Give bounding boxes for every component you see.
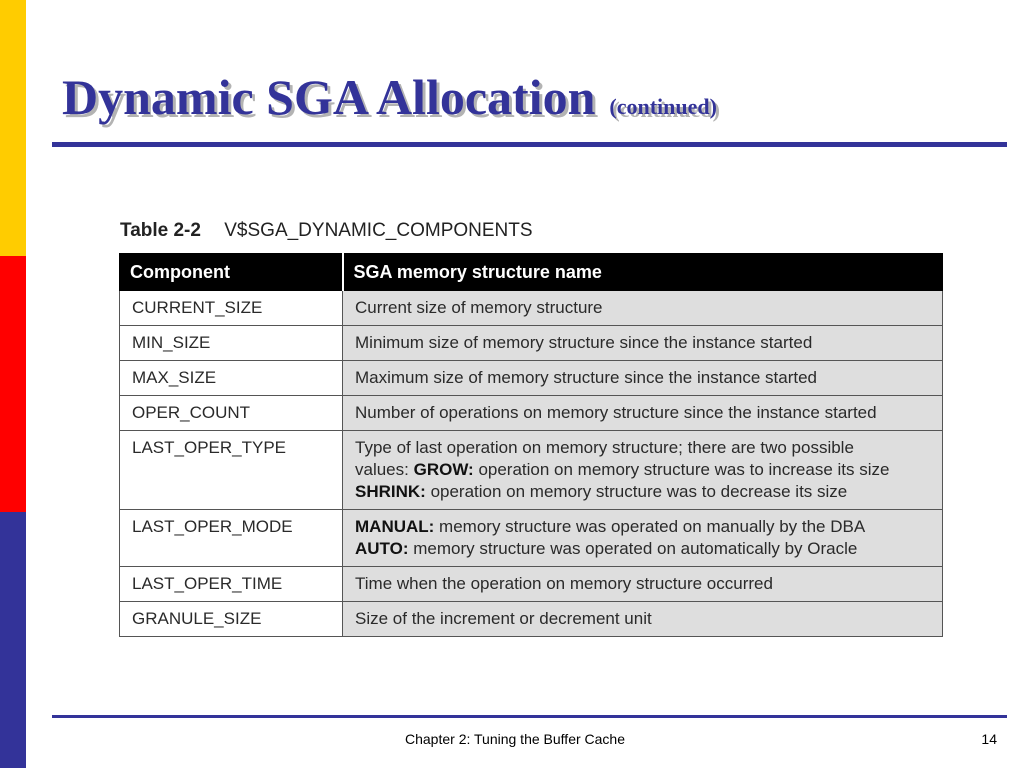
footer-divider (52, 715, 1007, 718)
footer-chapter-text: Chapter 2: Tuning the Buffer Cache (405, 731, 625, 747)
description-text: Type of last operation on memory structure; there are two possible (355, 438, 854, 457)
table-row (120, 510, 943, 567)
keyword-text: GROW: (413, 460, 474, 479)
component-cell: MIN_SIZE (120, 326, 343, 361)
table-row (120, 361, 943, 396)
table-header-row (120, 254, 943, 291)
keyword-text: MANUAL: (355, 517, 435, 536)
description-line (355, 459, 932, 481)
description-line (355, 437, 932, 459)
table-row (120, 396, 943, 431)
components-table (119, 253, 943, 637)
table-row (120, 602, 943, 637)
header-structure-name: SGA memory structure name (343, 254, 943, 291)
table-caption (120, 220, 533, 242)
table-row (120, 326, 943, 361)
sidebar-stripe-blue (0, 512, 26, 768)
table-caption-title: V$SGA_DYNAMIC_COMPONENTS (224, 220, 533, 241)
sidebar-stripe-yellow (0, 0, 26, 256)
table-body (120, 291, 943, 637)
component-cell: LAST_OPER_TIME (120, 567, 343, 602)
component-cell: OPER_COUNT (120, 396, 343, 431)
description-text: Time when the operation on memory structure occurred (355, 574, 773, 593)
description-line (355, 538, 932, 560)
page-number: 14 (981, 731, 997, 747)
description-line (355, 481, 932, 503)
description-text: Maximum size of memory structure since the instance started (355, 368, 817, 387)
component-cell: GRANULE_SIZE (120, 602, 343, 637)
slide-title (62, 69, 717, 125)
description-cell (343, 602, 943, 637)
description-text: Minimum size of memory structure since the instance started (355, 333, 813, 352)
description-text: operation on memory structure was to increase its size (473, 460, 890, 479)
description-cell (343, 291, 943, 326)
description-line (355, 332, 932, 354)
table-row (120, 431, 943, 510)
component-cell: MAX_SIZE (120, 361, 343, 396)
description-cell (343, 567, 943, 602)
description-cell (343, 510, 943, 567)
table-row (120, 567, 943, 602)
header-component: Component (120, 254, 343, 291)
description-text: Size of the increment or decrement unit (355, 609, 652, 628)
description-line (355, 297, 932, 319)
description-text: memory structure was operated on automatically by Oracle (408, 539, 858, 558)
description-line (355, 516, 932, 538)
title-divider (52, 142, 1007, 147)
component-cell: LAST_OPER_TYPE (120, 431, 343, 510)
component-cell: CURRENT_SIZE (120, 291, 343, 326)
sidebar-stripe-red (0, 256, 26, 512)
slide-title-suffix: (continued) (609, 94, 717, 119)
description-cell (343, 396, 943, 431)
description-text: Current size of memory structure (355, 298, 603, 317)
description-line (355, 608, 932, 630)
table-caption-label: Table 2-2 (120, 220, 201, 241)
description-text: values: (355, 460, 414, 479)
description-text: memory structure was operated on manually by the DBA (434, 517, 866, 536)
description-cell (343, 431, 943, 510)
keyword-text: SHRINK: (355, 482, 426, 501)
description-text: Number of operations on memory structure since the instance started (355, 403, 877, 422)
table-row (120, 291, 943, 326)
description-text: operation on memory structure was to decrease its size (425, 482, 848, 501)
slide-title-main: Dynamic SGA Allocation (62, 69, 596, 125)
description-line (355, 367, 932, 389)
description-line (355, 573, 932, 595)
description-cell (343, 326, 943, 361)
description-line (355, 402, 932, 424)
keyword-text: AUTO: (355, 539, 409, 558)
description-cell (343, 361, 943, 396)
component-cell: LAST_OPER_MODE (120, 510, 343, 567)
